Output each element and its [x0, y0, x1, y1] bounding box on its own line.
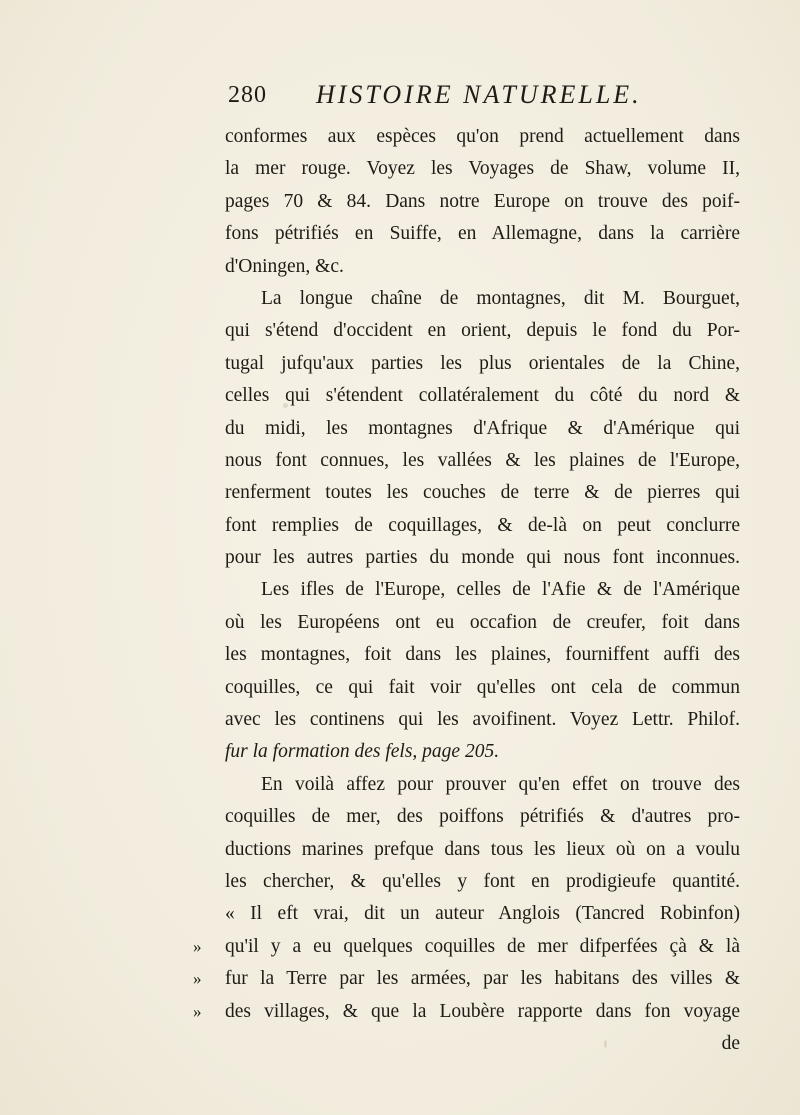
text-line: tugal jufqu'aux parties les plus orientales de la Chine,	[225, 352, 740, 374]
quote-mark: »	[193, 969, 202, 989]
text-line: font remplies de coquillages, & de-là on peut conclurre	[225, 514, 740, 536]
quote-mark: »	[193, 936, 202, 956]
text-line: la mer rouge. Voyez les Voyages de Shaw, volume II,	[225, 158, 740, 180]
text-line: du midi, les montagnes d'Afrique & d'Amérique qui	[225, 417, 740, 439]
catchword: de	[721, 1032, 740, 1054]
text-line: coquilles, ce qui fait voir qu'elles ont cela de commun	[225, 676, 740, 698]
text-line: » des villages, & que la Loubère rapporte dans fon voyage	[225, 996, 740, 1028]
text-line: les chercher, & qu'elles y font en prodigieufe quantité.	[225, 870, 740, 892]
text-line: qui s'étend d'occident en orient, depuis le fond du Por-	[225, 320, 740, 342]
text-line: En voilà affez pour prouver qu'en effet on trouve des	[261, 773, 740, 795]
text-line: fur la formation des fels, page 205.	[225, 741, 500, 763]
page-number: 280	[228, 82, 267, 108]
text-line: avec les continens qui les avoifinent. Voyez Lettr. Philof.	[225, 709, 740, 731]
text-line: pour les autres parties du monde qui nous font inconnues.	[225, 547, 740, 569]
text-line: où les Européens ont eu occafion de creufer, foit dans	[225, 611, 740, 633]
text-line: d'Oningen, &c.	[225, 255, 344, 277]
text-line: les montagnes, foit dans les plaines, fourniffent auffi des	[225, 644, 740, 666]
text-line: » fur la Terre par les armées, par les habitans des villes &	[225, 963, 740, 995]
quote-mark: »	[193, 1001, 202, 1021]
text-line: » qu'il y a eu quelques coquilles de mer difperfées çà & là	[225, 931, 740, 963]
text-line: celles qui s'étendent collatéralement du côté du nord &	[225, 385, 740, 407]
text-line: renferment toutes les couches de terre & de pierres qui	[225, 482, 740, 504]
text-line: Les ifles de l'Europe, celles de l'Afie & de l'Amérique	[261, 579, 740, 601]
body-text	[193, 121, 740, 1060]
text-line: La longue chaîne de montagnes, dit M. Bourguet,	[261, 287, 740, 309]
text-line: coquilles de mer, des poiffons pétrifiés & d'autres pro-	[225, 806, 740, 828]
text-line: ductions marines prefque dans tous les lieux où on a voulu	[225, 838, 740, 860]
text-line: nous font connues, les vallées & les plaines de l'Europe,	[225, 449, 740, 471]
text-line: « Il eft vrai, dit un auteur Anglois (Tancred Robinfon)	[225, 903, 740, 925]
text-line: pages 70 & 84. Dans notre Europe on trouve des poif-	[225, 190, 740, 212]
page-header	[228, 78, 748, 118]
text-line: fons pétrifiés en Suiffe, en Allemagne, dans la carrière	[225, 223, 740, 245]
running-title: HISTOIRE NATURELLE.	[316, 80, 642, 109]
text-line: conformes aux espèces qu'on prend actuellement dans	[225, 126, 740, 147]
